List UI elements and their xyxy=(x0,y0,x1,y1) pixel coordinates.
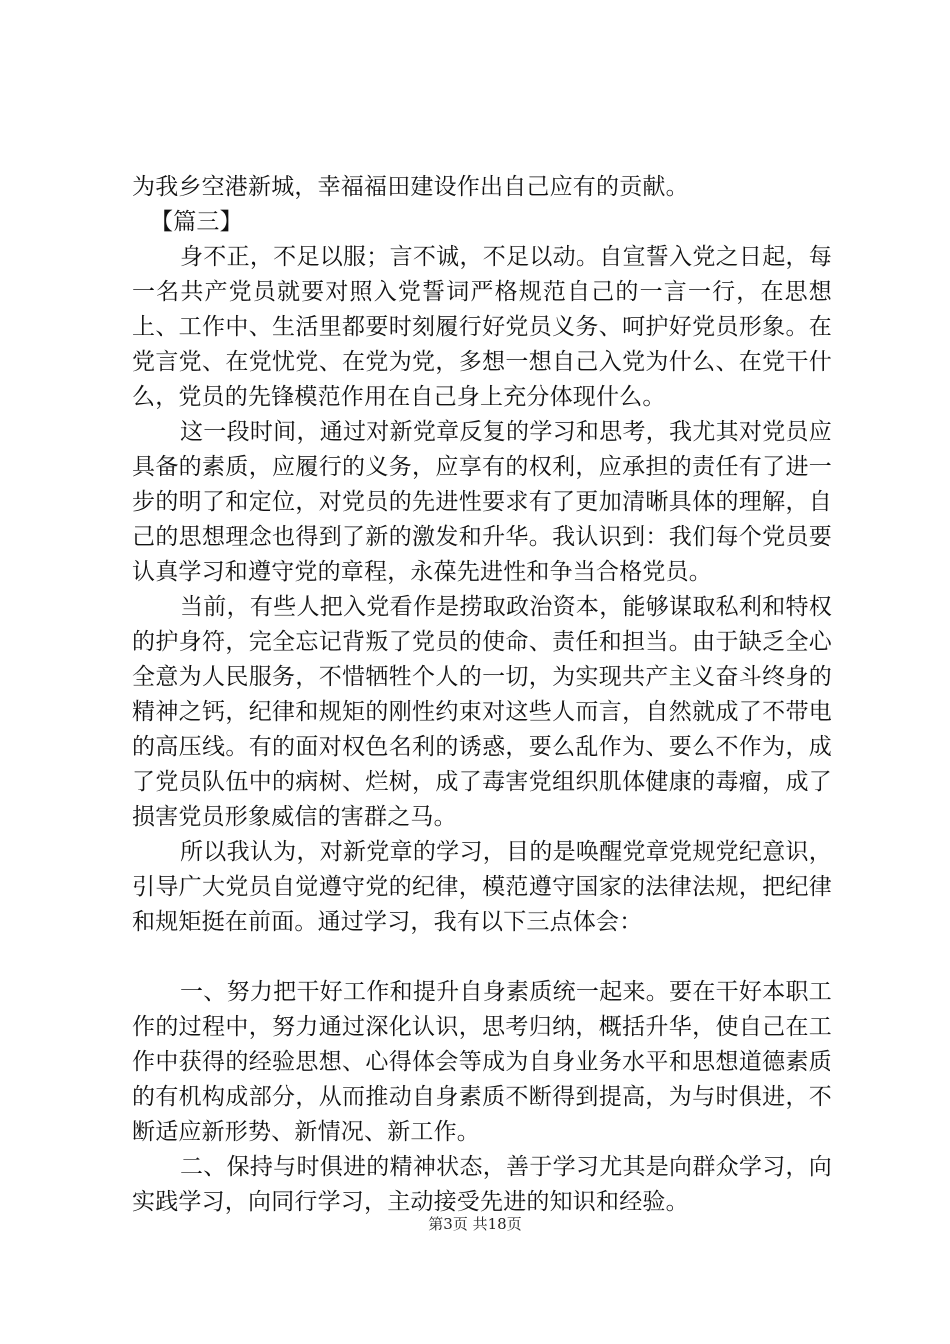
section-heading: 【篇三】 xyxy=(150,209,243,235)
paragraph: 一、努力把干好工作和提升自身素质统一起来。要在干好本职工作的过程中，努力通过深化认识，思考归纳，概括升华，使自己在工作中获得的经验思想、心得体会等成为自身业务水平和思想道德素质的有机构成部分，从而推动自身素质不断得到提高，为与时俱进，不断适应新形势、新情况、新工作。 xyxy=(132,979,832,1145)
paragraph: 所以我认为，对新党章的学习，目的是唤醒党章党规党纪意识，引导广大党员自觉遵守党的纪律，模范遵守国家的法律法规，把纪律和规矩挺在前面。通过学习，我有以下三点体会： xyxy=(132,839,832,935)
page-number-footer: 第3页 共18页 xyxy=(428,1215,522,1233)
paragraph-continuation: 为我乡空港新城，幸福福田建设作出自己应有的贡献。 xyxy=(132,174,689,200)
document-body xyxy=(132,170,832,1220)
paragraph: 这一段时间，通过对新党章反复的学习和思考，我尤其对党员应具备的素质，应履行的义务，应享有的权利，应承担的责任有了进一步的明了和定位，对党员的先进性要求有了更加清晰具体的理解，自己的思想理念也得到了新的激发和升华。我认识到：我们每个党员要认真学习和遵守党的章程，永葆先进性和争当合格党员。 xyxy=(132,419,832,585)
paragraph: 当前，有些人把入党看作是捞取政治资本，能够谋取私利和特权的护身符，完全忘记背叛了党员的使命、责任和担当。由于缺乏全心全意为人民服务，不惜牺牲个人的一切，为实现共产主义奋斗终身的精神之钙，纪律和规矩的刚性约束对这些人而言，自然就成了不带电的高压线。有的面对权色名利的诱惑，要么乱作为、要么不作为，成了党员队伍中的病树、烂树，成了毒害党组织肌体健康的毒瘤，成了损害党员形象威信的害群之马。 xyxy=(132,594,832,830)
paragraph: 身不正，不足以服；言不诚，不足以动。自宣誓入党之日起，每一名共产党员就要对照入党誓词严格规范自己的一言一行，在思想上、工作中、生活里都要时刻履行好党员义务、呵护好党员形象。在党言党、在党忧党、在党为党，多想一想自己入党为什么、在党干什么，党员的先锋模范作用在自己身上充分体现什么。 xyxy=(132,244,832,410)
paragraph: 二、保持与时俱进的精神状态，善于学习尤其是向群众学习，向实践学习，向同行学习，主动接受先进的知识和经验。 xyxy=(132,1154,832,1215)
blank-line xyxy=(132,940,832,975)
